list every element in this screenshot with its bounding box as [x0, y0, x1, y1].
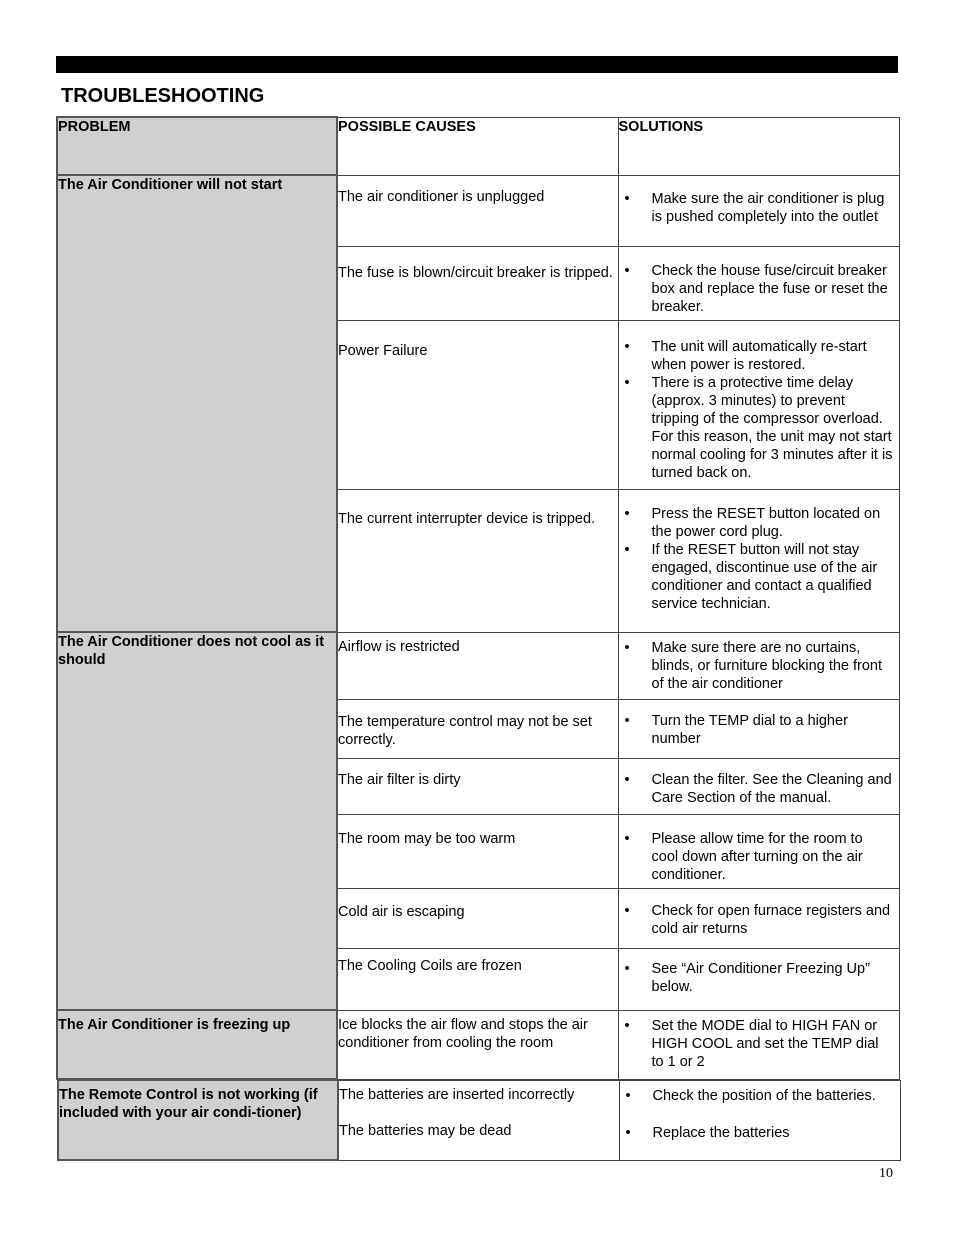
table-row	[57, 1010, 899, 1079]
solution-cell	[618, 320, 899, 489]
header-problem: PROBLEM	[57, 117, 337, 175]
list-item: The batteries are inserted incorrectly	[339, 1086, 575, 1103]
list-item: • Clean the filter. See the Cleaning and Care Section of the manual.	[619, 771, 899, 807]
list-item: • See “Air Conditioner Freezing Up” below.	[619, 960, 899, 996]
cause-cell: The temperature control may not be set correctly.	[337, 699, 618, 758]
cause-cell: Power Failure	[337, 320, 618, 489]
cause-cell	[338, 1080, 619, 1160]
header-solutions: SOLUTIONS	[618, 117, 899, 175]
page-title: TROUBLESHOOTING	[61, 85, 265, 107]
remote-control-table	[57, 1079, 901, 1161]
list-item: • Check the position of the batteries.	[620, 1087, 900, 1105]
table-row	[57, 632, 899, 699]
list-item: • The unit will automatically re-start when power is restored.	[619, 338, 899, 374]
cause-cell: The air filter is dirty	[337, 758, 618, 814]
solution-cell	[618, 814, 899, 888]
solution-cell	[618, 699, 899, 758]
page-number: 10	[879, 1166, 893, 1181]
problem-cell: The Remote Control is not working (if included with your air condi-tioner)	[58, 1080, 338, 1160]
cause-cell: The current interrupter device is tripped.	[337, 489, 618, 632]
list-item: The batteries may be dead	[339, 1122, 512, 1139]
list-item: • If the RESET button will not stay engaged, discontinue use of the air conditioner and contact a qualified service technician.	[619, 541, 899, 613]
list-item: • Check the house fuse/circuit breaker box and replace the fuse or reset the breaker.	[619, 262, 899, 316]
list-item: • Turn the TEMP dial to a higher number	[619, 712, 899, 748]
solution-cell	[618, 1010, 899, 1079]
cause-cell: Cold air is escaping	[337, 888, 618, 948]
table-row	[58, 1080, 900, 1160]
cause-cell: Ice blocks the air flow and stops the air conditioner from cooling the room	[337, 1010, 618, 1079]
cause-cell: The air conditioner is unplugged	[337, 175, 618, 246]
cause-cell: Airflow is restricted	[337, 632, 618, 699]
solution-cell	[618, 246, 899, 320]
solution-cell	[618, 632, 899, 699]
solution-cell	[618, 489, 899, 632]
list-item: • Make sure there are no curtains, blinds, or furniture blocking the front of the air conditioner	[619, 639, 899, 693]
troubleshooting-table	[56, 116, 900, 1080]
cause-cell: The room may be too warm	[337, 814, 618, 888]
list-item: • Press the RESET button located on the power cord plug.	[619, 505, 899, 541]
solution-cell	[618, 948, 899, 1010]
solution-cell	[619, 1080, 900, 1160]
list-item: • Set the MODE dial to HIGH FAN or HIGH COOL and set the TEMP dial to 1 or 2	[619, 1017, 899, 1071]
header-rule	[56, 56, 898, 73]
table-row	[57, 175, 899, 246]
problem-cell: The Air Conditioner is freezing up	[57, 1010, 337, 1079]
solution-cell	[618, 758, 899, 814]
problem-cell: The Air Conditioner will not start	[57, 175, 337, 632]
problem-cell: The Air Conditioner does not cool as it should	[57, 632, 337, 1010]
list-item: • There is a protective time delay (approx. 3 minutes) to prevent tripping of the compressor overload. For this reason, the unit may not start normal cooling for 3 minutes after it is turned back on.	[619, 374, 899, 482]
list-item: • Check for open furnace registers and cold air returns	[619, 902, 899, 938]
list-item: • Replace the batteries	[620, 1124, 900, 1142]
solution-cell	[618, 175, 899, 246]
cause-cell: The Cooling Coils are frozen	[337, 948, 618, 1010]
list-item: • Make sure the air conditioner is plug is pushed completely into the outlet	[619, 190, 899, 226]
solution-cell	[618, 888, 899, 948]
cause-cell: The fuse is blown/circuit breaker is tripped.	[337, 246, 618, 320]
header-causes: POSSIBLE CAUSES	[337, 117, 618, 175]
list-item: • Please allow time for the room to cool down after turning on the air conditioner.	[619, 830, 899, 884]
